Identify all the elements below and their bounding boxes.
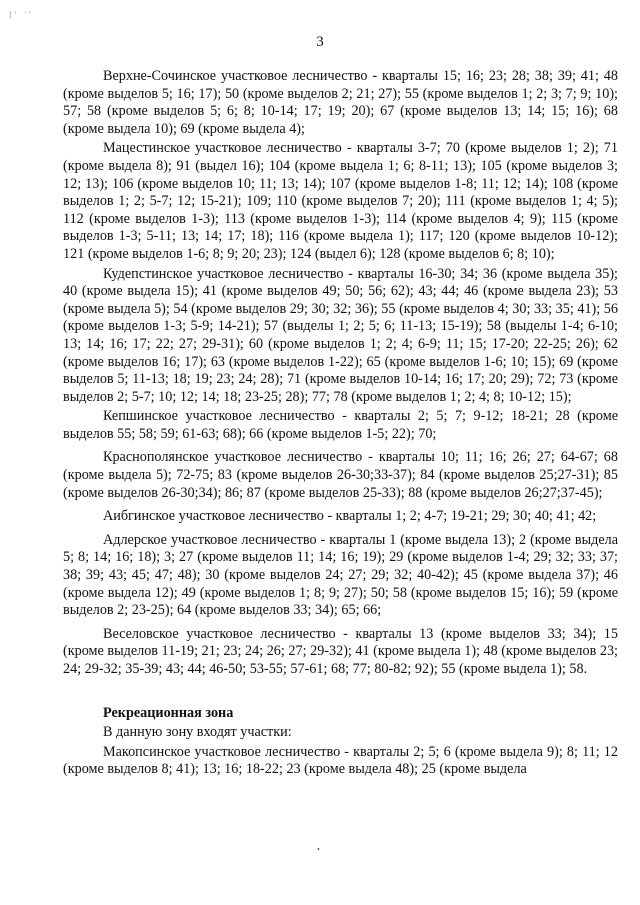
paragraph-matsestinskoe: Мацестинское участковое лесничество - кварталы 3-7; 70 (кроме выделов 1; 2); 71 (кроме выдела 8); 91 (выдел 16); 104 (кроме выдела 1; 6; 8-11; 13); 105 (кроме выделов 3; 12; 13); 106 (кроме выделов 10; 11; 13; 14); 107 (кроме выделов 1-8; 11; 12; 14); 108 (кроме выделов 1; 2; 5-7; 12; 15-21); 109; 110 (кроме выделов 7; 20); 111 (кроме выделов 1; 4; 5); 112 (кроме выделов 1-3); 113 (кроме выделов 1-3); 114 (кроме выделов 4; 9); 115 (кроме выделов 1-3; 5-11; 13; 14; 17; 18); 116 (кроме выдела 1); 117; 120 (кроме выделов 10-12); 121 (кроме выделов 1-6; 8; 9; 20; 23); 124 (выдел 6); 128 (кроме выделов 6; 8; 10);	[63, 140, 618, 262]
paragraph-krasnopolyanskoe: Краснополянское участковое лесничество - кварталы 10; 11; 16; 26; 27; 64-67; 68 (кроме выдела 5); 72-75; 83 (кроме выделов 26-30;33-37); 84 (кроме выделов 25;27-31); 85 (кроме выделов 26-30;34); 86; 87 (кроме выделов 25-33); 88 (кроме выделов 26;27;37-45);	[63, 449, 618, 501]
paragraph-kepshinskoe: Кепшинское участковое лесничество - кварталы 2; 5; 7; 9-12; 18-21; 28 (кроме выделов 55; 58; 59; 61-63; 68); 66 (кроме выделов 1-5; 22); 70;	[63, 408, 618, 442]
paragraph-veselovskoe: Веселовское участковое лесничество - кварталы 13 (кроме выделов 33; 34); 15 (кроме выделов 11-19; 21; 23; 24; 26; 27; 29-32); 41 (кроме выдела 1); 48 (кроме выделов 23; 24; 29-32; 35-39; 43; 44; 46-50; 53-55; 57-61; 68; 77; 80-82; 92); 55 (кроме выдела 1); 58.	[63, 625, 618, 677]
paragraph-verkhne-sochinskoe: Верхне-Сочинское участковое лесничество - кварталы 15; 16; 23; 28; 38; 39; 41; 48 (кроме выделов 5; 16; 17); 50 (кроме выделов 2; 21; 27); 55 (кроме выделов 1; 2; 3; 7; 9; 10); 57; 58 (кроме выделов 5; 6; 8; 10-14; 17; 19; 20); 67 (кроме выделов 13; 14; 15; 16); 68 (кроме выдела 10); 69 (кроме выдела 4);	[63, 68, 618, 137]
paragraph-kudepstinskoe: Кудепстинское участковое лесничество - кварталы 16-30; 34; 36 (кроме выдела 35); 40 (кроме выдела 15); 41 (кроме выделов 49; 50; 56; 62); 43; 44; 46 (кроме выдела 23); 53 (кроме выдела 5); 54 (кроме выделов 29; 30; 32; 36); 55 (кроме выделов 4; 30; 33; 35; 41); 56 (кроме выделов 1-3; 5-9; 14-21); 57 (выделы 1; 2; 5; 6; 11-13; 15-19); 58 (выделы 1-4; 6-10; 13; 14; 16; 17; 22; 27; 29-31); 60 (кроме выделов 1; 2; 4; 6-9; 11; 15; 17-20; 22-25; 26); 62 (кроме выделов 16; 17); 63 (кроме выделов 1-22); 65 (кроме выделов 1-6; 10; 15); 69 (кроме выделов 5; 11-13; 18; 19; 23; 24; 28); 71 (кроме выделов 10-14; 16; 17; 20; 29); 72; 73 (кроме выделов 2; 5-7; 10; 12; 14; 18; 23-25; 28); 77; 78 (кроме выделов 1; 2; 4; 8; 10-12; 15);	[63, 265, 618, 405]
section-intro: В данную зону входят участки:	[103, 724, 292, 741]
paragraph-makopsinskoe: Макопсинское участковое лесничество - кварталы 2; 5; 6 (кроме выдела 9); 8; 11; 12 (кроме выделов 8; 41); 13; 16; 18-22; 23 (кроме выдела 48); 25 (кроме выдела	[63, 743, 618, 778]
document-body	[63, 68, 618, 779]
paragraph-adlerskoe: Адлерское участковое лесничество - кварталы 1 (кроме выдела 13); 2 (кроме выдела 5; 8; 14; 16; 18); 3; 27 (кроме выделов 11; 14; 16; 19); 29 (кроме выделов 1-4; 29; 32; 33; 37; 38; 39; 43; 45; 47; 48); 30 (кроме выделов 24; 27; 29; 32; 40-42); 45 (кроме выдела 37); 46 (кроме выдела 12); 49 (кроме выделов 1; 8; 9; 27); 50; 58 (кроме выделов 15; 16); 59 (кроме выделов 2; 23-25); 64 (кроме выделов 33; 34); 65; 66;	[63, 531, 618, 619]
section-heading-recreation-zone: Рекреационная зона	[103, 704, 234, 721]
scan-speck: •	[317, 845, 320, 854]
page-number: 3	[316, 34, 324, 50]
paragraph-aibginskoe: Аибгинское участковое лесничество - кварталы 1; 2; 4-7; 19-21; 29; 30; 40; 41; 42;	[103, 508, 597, 525]
scan-corner-mark: l' ''	[9, 10, 34, 20]
